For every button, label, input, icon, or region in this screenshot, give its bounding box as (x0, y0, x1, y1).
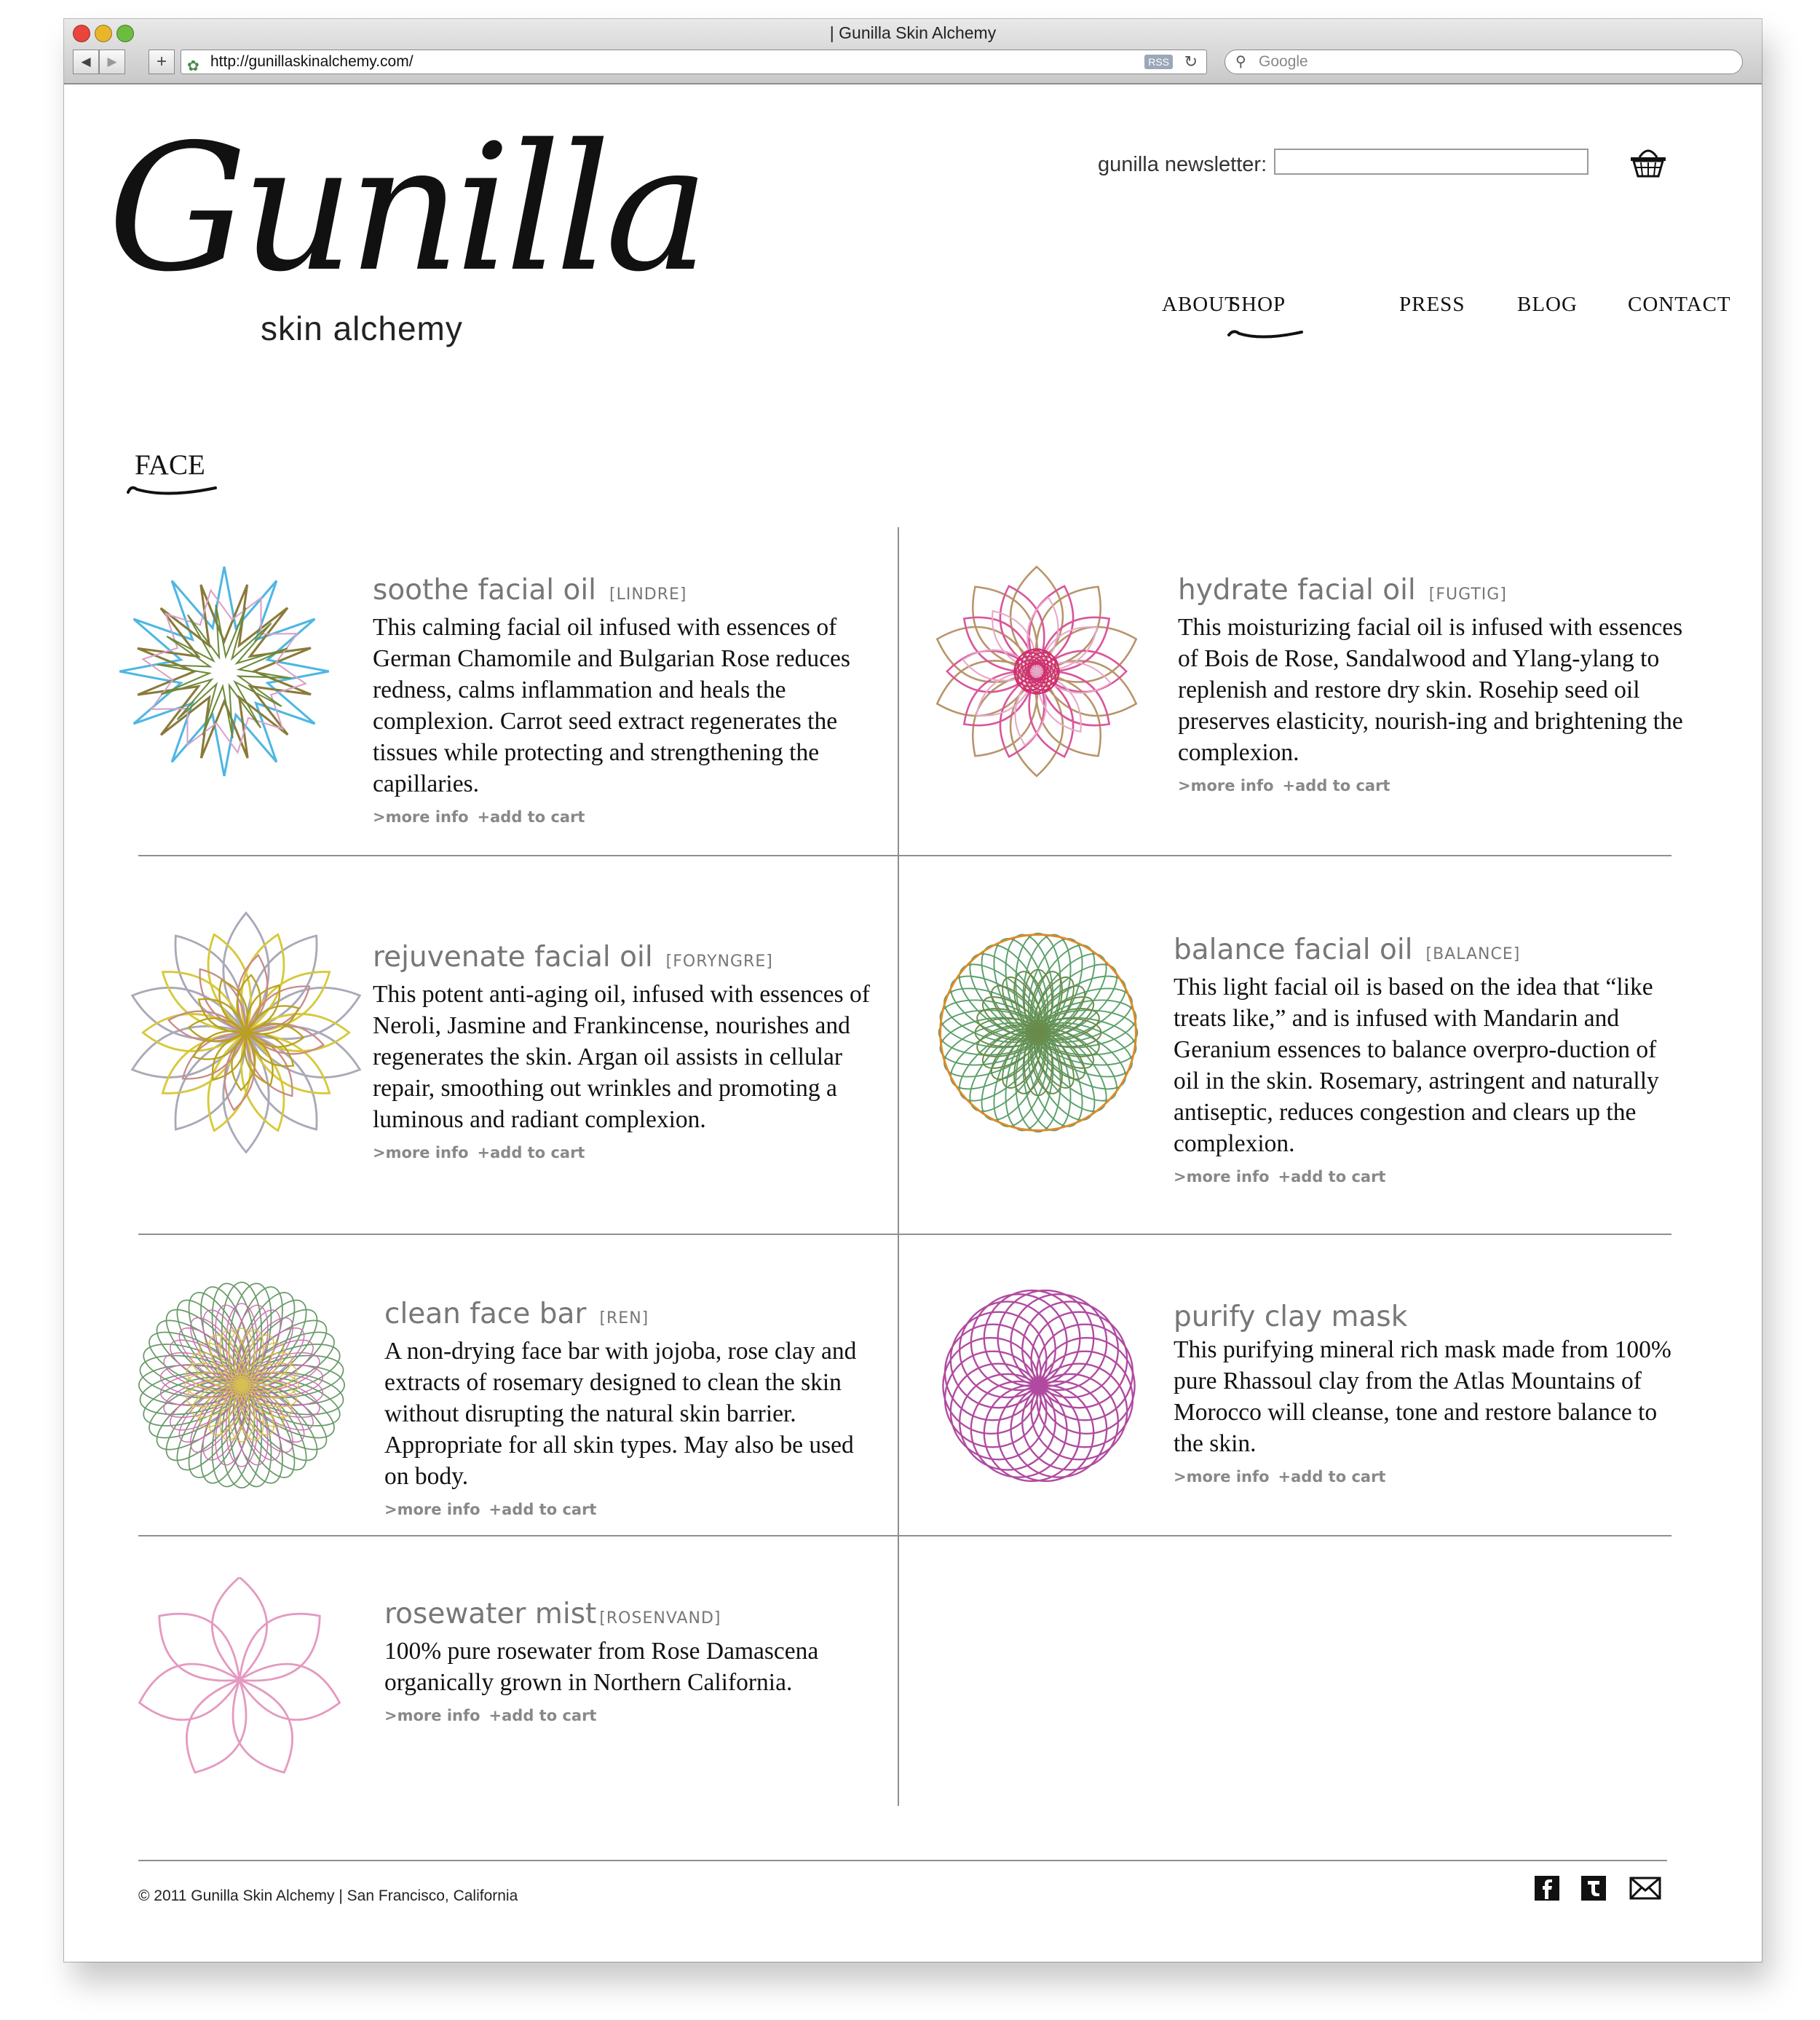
add-to-cart-link[interactable]: +add to cart (1282, 777, 1390, 794)
product-description: This purifying mineral rich mask made from 100% pure Rhassoul clay from the Atlas Mountains of Morocco will cleanse, tone and restore balance to the skin. (1174, 1336, 1671, 1457)
address-bar[interactable] (181, 50, 1207, 74)
main-navigation (1098, 293, 1731, 322)
product-name[interactable] (384, 1598, 879, 1636)
grid-divider-row2 (138, 1234, 1671, 1235)
product-balance (1174, 934, 1683, 1185)
site-logo[interactable] (108, 106, 704, 419)
search-placeholder: Google (1259, 53, 1308, 70)
grid-divider-row3 (138, 1535, 1671, 1536)
hydrate-oil-flower-icon (925, 559, 1149, 784)
product-code: [FUGTIG] (1428, 585, 1507, 604)
add-bookmark-button[interactable]: + (149, 50, 175, 74)
logo-script-text: Gunilla (108, 106, 704, 310)
more-info-link[interactable]: >more info (384, 1707, 480, 1724)
back-button[interactable]: ◀ (73, 50, 99, 74)
section-title-underline (124, 482, 220, 500)
add-to-cart-link[interactable]: +add to cart (488, 1707, 597, 1724)
rss-button[interactable]: RSS (1144, 55, 1173, 69)
reload-icon[interactable]: ↻ (1184, 52, 1198, 71)
window-title: | Gunilla Skin Alchemy (829, 23, 997, 42)
logo-tagline: skin alchemy (261, 309, 463, 347)
product-title: hydrate facial oil (1178, 574, 1416, 607)
product-hydrate (1178, 574, 1688, 794)
clay-mask-flower-icon (936, 1283, 1142, 1488)
product-soothe (373, 574, 868, 826)
more-info-link[interactable]: >more info (373, 1144, 469, 1161)
product-description: 100% pure rosewater from Rose Damascena organically grown in Northern California. (384, 1638, 819, 1696)
nav-press[interactable]: PRESS (1399, 293, 1465, 316)
product-name[interactable] (1178, 574, 1688, 612)
product-title: rosewater mist (384, 1598, 597, 1630)
section-title: FACE (135, 449, 205, 481)
nav-blog[interactable]: BLOG (1517, 293, 1578, 316)
product-name[interactable] (384, 1298, 879, 1336)
product-name[interactable] (1174, 1301, 1683, 1334)
more-info-link[interactable]: >more info (1174, 1468, 1270, 1486)
product-code: [ROSENVAND] (599, 1609, 721, 1628)
browser-window (64, 19, 1762, 1962)
twitter-icon[interactable] (1581, 1876, 1606, 1901)
product-name[interactable] (1174, 934, 1683, 971)
product-description: This light facial oil is based on the idea that “like treats like,” and is infused with Mandarin and Geranium essences to balance overpro-duction of oil in the skin. Rosemary, astringent and naturally antiseptic, reduces congestion and clears up the complexion. (1174, 974, 1659, 1157)
face-bar-flower-icon (135, 1279, 348, 1491)
product-description: This moisturizing facial oil is infused with essences of Bois de Rose, Sandalwood and Ylang-ylang to replenish and restore dry skin. Rosehip seed oil preserves elasticity, nourish-ing and brightening the complexion. (1178, 614, 1683, 766)
search-icon: ⚲ (1235, 54, 1246, 70)
product-title: balance facial oil (1174, 934, 1413, 966)
browser-toolbar (64, 19, 1762, 84)
product-code: [REN] (599, 1309, 649, 1327)
rejuvenate-oil-flower-icon (122, 909, 370, 1156)
product-name[interactable] (373, 941, 882, 979)
add-to-cart-link[interactable]: +add to cart (477, 808, 585, 826)
balance-oil-flower-icon (933, 928, 1143, 1137)
product-code: [BALANCE] (1425, 945, 1521, 963)
shopping-basket-icon[interactable] (1629, 144, 1667, 179)
grid-divider-vertical (898, 527, 899, 1806)
facebook-icon[interactable] (1535, 1876, 1559, 1901)
product-face-bar (384, 1298, 879, 1518)
product-code: [FORYNGRE] (665, 952, 773, 971)
nav-contact[interactable]: CONTACT (1628, 293, 1731, 316)
active-nav-underline (1226, 328, 1305, 341)
product-description: A non-drying face bar with jojoba, rose clay and extracts of rosemary designed to clean the skin without disrupting the natural skin barrier. Appropriate for all skin types. May also be used on body. (384, 1338, 857, 1490)
product-description: This potent anti-aging oil, infused with essences of Neroli, Jasmine and Frankincense, nourishes and regenerates the skin. Argan oil assists in cellular repair, smoothing out wrinkles and promoting a luminous and radiant complexion. (373, 981, 870, 1133)
add-to-cart-link[interactable]: +add to cart (1278, 1168, 1386, 1185)
add-to-cart-link[interactable]: +add to cart (1278, 1468, 1386, 1486)
soothe-oil-flower-icon (112, 559, 336, 784)
product-rosewater (384, 1598, 879, 1724)
add-to-cart-link[interactable]: +add to cart (488, 1501, 597, 1518)
newsletter-label: gunilla newsletter: (1098, 153, 1267, 176)
product-rejuvenate (373, 941, 882, 1161)
address-text: http://gunillaskinalchemy.com/ (210, 53, 414, 70)
nav-about[interactable]: ABOUT (1162, 293, 1238, 316)
product-code: [LINDRE] (609, 585, 687, 604)
nav-shop[interactable]: SHOP (1229, 293, 1286, 316)
newsletter-email-input[interactable] (1274, 149, 1588, 175)
product-title: soothe facial oil (373, 574, 597, 607)
product-title: rejuvenate facial oil (373, 941, 653, 974)
rosewater-flower-icon (137, 1577, 342, 1783)
site-favicon-icon: ✿ (187, 58, 199, 74)
footer-copyright: © 2011 Gunilla Skin Alchemy | San Francisco, California (138, 1887, 518, 1904)
product-clay-mask (1174, 1301, 1683, 1486)
add-to-cart-link[interactable]: +add to cart (477, 1144, 585, 1161)
more-info-link[interactable]: >more info (1178, 777, 1274, 794)
search-field[interactable] (1224, 50, 1743, 74)
product-description: This calming facial oil infused with essences of German Chamomile and Bulgarian Rose reduces redness, calms inflammation and heals the complexion. Carrot seed extract regenerates the tissues while protecting and strengthening the capillaries. (373, 614, 850, 797)
email-icon[interactable] (1629, 1876, 1661, 1901)
more-info-link[interactable]: >more info (384, 1501, 480, 1518)
more-info-link[interactable]: >more info (1174, 1168, 1270, 1185)
forward-button[interactable]: ▶ (99, 50, 125, 74)
grid-divider-row1 (138, 855, 1671, 856)
product-name[interactable] (373, 574, 868, 612)
product-title: purify clay mask (1174, 1301, 1408, 1333)
product-title: clean face bar (384, 1298, 587, 1330)
more-info-link[interactable]: >more info (373, 808, 469, 826)
footer-divider (138, 1860, 1667, 1861)
